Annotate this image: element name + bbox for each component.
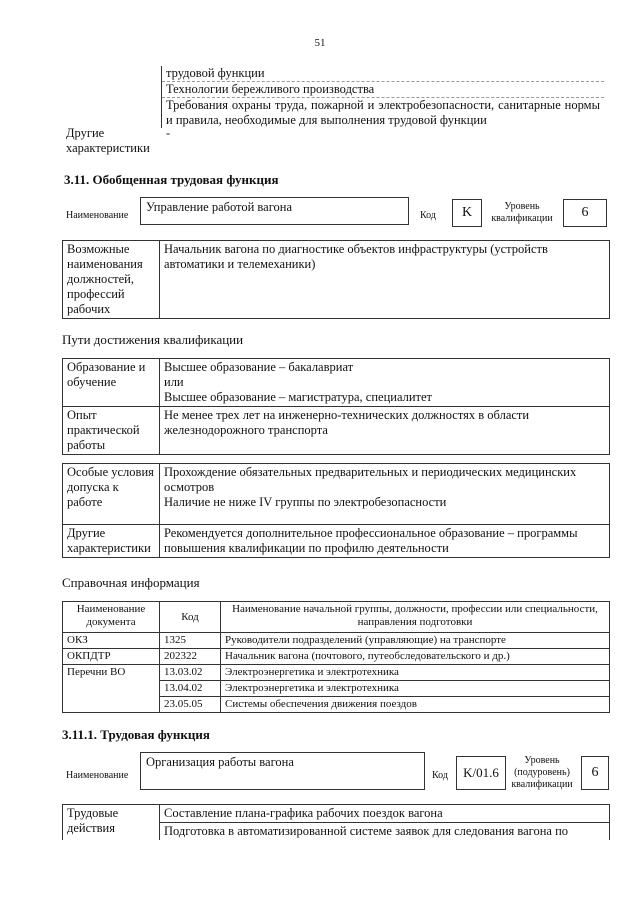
top-row-3: Требования охраны труда, пожарной и электробезопасности, санитарные нормы и правила, необходимые для выполнения трудовой функции [166,98,600,127]
ref-code: 1325 [160,633,221,649]
ref-header-name: Наименование начальной группы, должности, профессии или специальности, направления подготовки [221,602,610,633]
ref-name: Системы обеспечения движения поездов [221,697,610,713]
ref-name: Начальник вагона (почтового, путеобследовательского и др.) [221,649,610,665]
tf-level-value: 6 [581,756,609,790]
special-label: Особые условия допуска к работе [63,464,160,525]
tf-code-label: Код [432,770,448,781]
gtf-name-value: Управление работой вагона [140,197,409,225]
ref-doc: ОКЗ [63,633,160,649]
tf-name-label: Наименование [66,770,129,781]
education-line-3: Высшее образование – магистратура, специалитет [164,390,433,404]
positions-value: Начальник вагона по диагностике объектов инфраструктуры (устройств автоматики и телемеханики) [160,241,610,319]
paths-title: Пути достижения квалификации [62,332,244,347]
gtf-code-label: Код [420,210,436,221]
action-item: Составление плана-графика рабочих поездок вагона [160,805,610,823]
experience-label: Опыт практической работы [63,407,160,455]
positions-label: Возможные наименования должностей, профессий рабочих [63,241,160,319]
special-table [62,463,610,558]
action-item: Подготовка в автоматизированной системе заявок для следования вагона по [160,823,610,841]
paths-other-value: Рекомендуется дополнительное профессиональное образование – программы повышения квалификации по профилю деятельности [160,525,610,558]
experience-value: Не менее трех лет на инженерно-технических должностях в области железнодорожного транспорта [160,407,610,455]
ref-name: Руководители подразделений (управляющие) на транспорте [221,633,610,649]
section-3-11-title: 3.11. Обобщенная трудовая функция [64,172,279,187]
special-line-1: Прохождение обязательных предварительных и периодических медицинских осмотров [164,465,577,494]
ref-code: 202322 [160,649,221,665]
ref-doc: Перечни ВО [63,665,160,713]
tf-code-value: K/01.6 [456,756,506,790]
gtf-level-value: 6 [563,199,607,227]
special-line-2: Наличие не ниже IV группы по электробезопасности [164,495,447,509]
ref-doc: ОКПДТР [63,649,160,665]
ref-name: Электроэнергетика и электротехника [221,665,610,681]
gtf-level-label: Уровень квалификации [491,201,553,224]
reference-table [62,601,610,713]
top-block-content [161,66,604,128]
special-value [160,464,610,525]
ref-name: Электроэнергетика и электротехника [221,681,610,697]
tf-level-label: Уровень (подуровень) квалификации [511,755,573,790]
table-row [63,633,610,649]
education-line-2: или [164,375,184,389]
ref-header-code: Код [160,602,221,633]
actions-table [62,804,610,840]
reference-title: Справочная информация [62,575,200,590]
paths-other-label: Другие характеристики [63,525,160,558]
ref-code: 23.05.05 [160,697,221,713]
ref-code: 13.04.02 [160,681,221,697]
actions-label: Трудовые действия [63,805,160,841]
education-table [62,358,610,455]
top-other-label: Другие характеристики [66,126,150,155]
education-label: Образование и обучение [63,359,160,407]
table-row [63,649,610,665]
gtf-name-label: Наименование [66,210,129,221]
ref-header-doc: Наименование документа [63,602,160,633]
table-row [63,665,610,681]
gtf-code-value: K [452,199,482,227]
education-value [160,359,610,407]
education-line-1: Высшее образование – бакалавриат [164,360,354,374]
top-row-2: Технологии бережливого производства [162,82,604,98]
section-3-11-1-title: 3.11.1. Трудовая функция [62,727,210,742]
ref-code: 13.03.02 [160,665,221,681]
page-number: 51 [314,37,326,49]
top-other-value: - [166,126,171,140]
tf-name-value: Организация работы вагона [140,752,425,790]
positions-table [62,240,610,319]
top-row-1: трудовой функции [162,66,604,82]
